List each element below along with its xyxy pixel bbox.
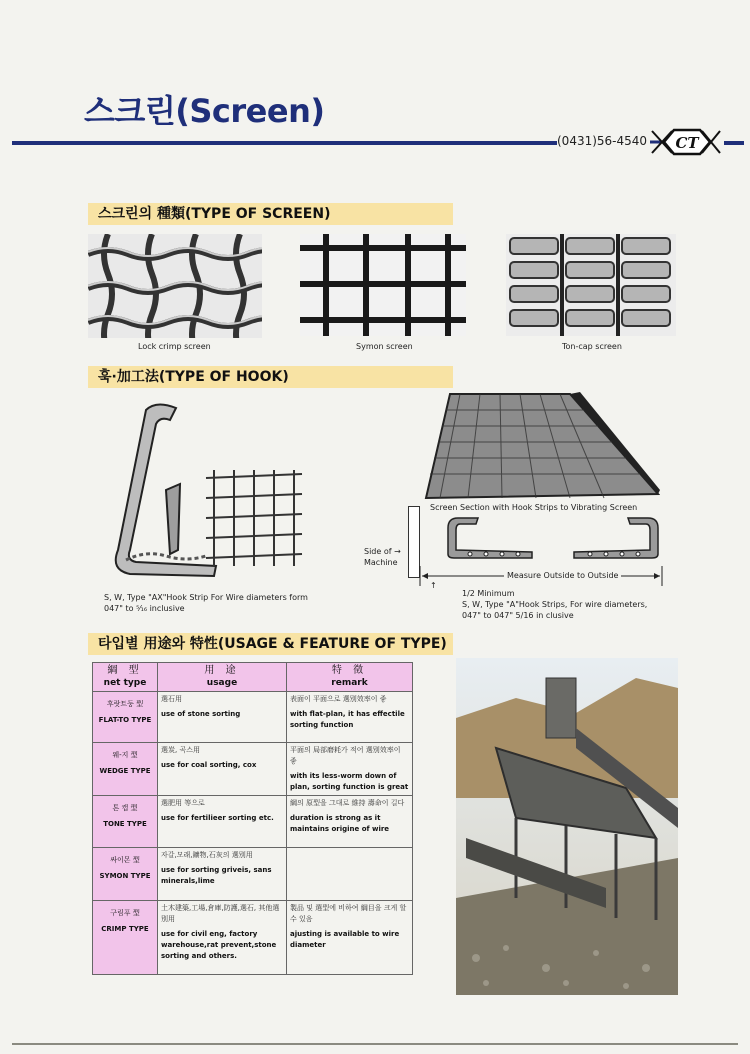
usage-cell: 選石用 use of stone sorting: [158, 692, 287, 743]
logo-text: CT: [675, 134, 699, 152]
remark-cell: [287, 848, 413, 901]
table-row: [93, 743, 413, 796]
section-type-of-screen: 스크린의 種類(TYPE OF SCREEN): [88, 203, 453, 225]
net-type-cell: 웨-지 型 WEDGE TYPE: [93, 743, 158, 796]
measure-label: Measure Outside to Outside: [504, 571, 621, 580]
side-of-machine-label: [364, 546, 401, 568]
usage-cell: 자갈,모래,鑛物,石灰의 選別用 use for sorting griveis, sans minerals,lime: [158, 848, 287, 901]
ton-cap-screen-image: [506, 234, 676, 336]
net-type-cell: 싸이몬 型 SYMON TYPE: [93, 848, 158, 901]
hook-ax-caption-line2: 047" to ⁵⁄₁₆ inclusive: [104, 604, 185, 613]
page-title: 스크린(Screen): [84, 92, 325, 130]
symon-screen-image: [300, 234, 466, 336]
lock-crimp-screen-image: [88, 234, 262, 338]
table-row: [93, 901, 413, 975]
screen-section-caption: Screen Section with Hook Strips to Vibrating Screen: [430, 503, 638, 512]
quarry-screen-photo: [456, 658, 678, 995]
side-label-line2: Machine: [364, 558, 398, 567]
remark-cell: 製品 및 選型에 비하여 綱目을 크게 할수 있음 ajusting is available to wire diameter: [287, 901, 413, 975]
ct-logo: [650, 125, 722, 159]
hook-strip-ax-image: [96, 400, 308, 582]
hook-ax-caption: [104, 592, 344, 614]
usage-cell: 土木建築,工場,倉庫,防護,選石, 其他選別用 use for civil eng, factory warehouse,rat prevent,stone sorting and others.: [158, 901, 287, 975]
remark-cell: 表面이 平面으로 選別效率이 좋 with flat-plan, it has effectile sorting function: [287, 692, 413, 743]
col-remark: 特 徵 remark: [287, 663, 413, 692]
usage-cell: 選肥用 等으로 use for fertilieer sorting etc.: [158, 796, 287, 848]
caption-lock-crimp: Lock crimp screen: [138, 342, 211, 351]
remark-cell: 綱의 原型을 그대로 維持 壽命이 길다 duration is strong as it maintains origine of wire: [287, 796, 413, 848]
caption-ton-cap: Ton-cap screen: [562, 342, 622, 351]
hook-a-note-line1: S, W, Type "A"Hook Strips, For wire diameters,: [462, 600, 648, 609]
min-label: 1/2 Minimum: [462, 589, 515, 598]
net-type-cell: 구림푸 型 CRIMP TYPE: [93, 901, 158, 975]
net-type-cell: 후랏트둥 型 FLAT-TO TYPE: [93, 692, 158, 743]
hook-strip-a-diagram: [440, 514, 666, 564]
remark-cell: 平面의 局部磨耗가 적어 選別效率이 좋 with its less-worm down of plan, sorting function is great: [287, 743, 413, 796]
section-usage: 타입별 用途와 特性(USAGE & FEATURE OF TYPE): [88, 633, 453, 655]
table-row: [93, 848, 413, 901]
hook-a-note-line2: 047" to 047" 5/16 in clusive: [462, 611, 574, 620]
up-arrow: ↑: [430, 581, 437, 590]
col-net-type: 綱 型 net type: [93, 663, 158, 692]
hook-a-note: [462, 588, 692, 621]
caption-symon: Symon screen: [356, 342, 413, 351]
col-usage: 用 途 usage: [158, 663, 287, 692]
side-label-line1: Side of →: [364, 547, 401, 556]
hook-ax-caption-line1: S, W, Type "AX"Hook Strip For Wire diameters form: [104, 593, 308, 602]
usage-cell: 選炭, 곡스用 use for coal sorting, cox: [158, 743, 287, 796]
table-row: [93, 796, 413, 848]
section-type-of-hook: 훅·加工法(TYPE OF HOOK): [88, 366, 453, 388]
usage-table: [92, 662, 413, 975]
usage-table-header: [93, 663, 413, 692]
table-row: [93, 692, 413, 743]
header-rule: [12, 141, 557, 145]
screen-section-image: [420, 390, 660, 502]
net-type-cell: 톤 캡 型 TONE TYPE: [93, 796, 158, 848]
phone-number: (0431)56-4540: [557, 134, 648, 148]
bottom-rule: [12, 1043, 738, 1045]
header-rule-end: [724, 141, 744, 145]
